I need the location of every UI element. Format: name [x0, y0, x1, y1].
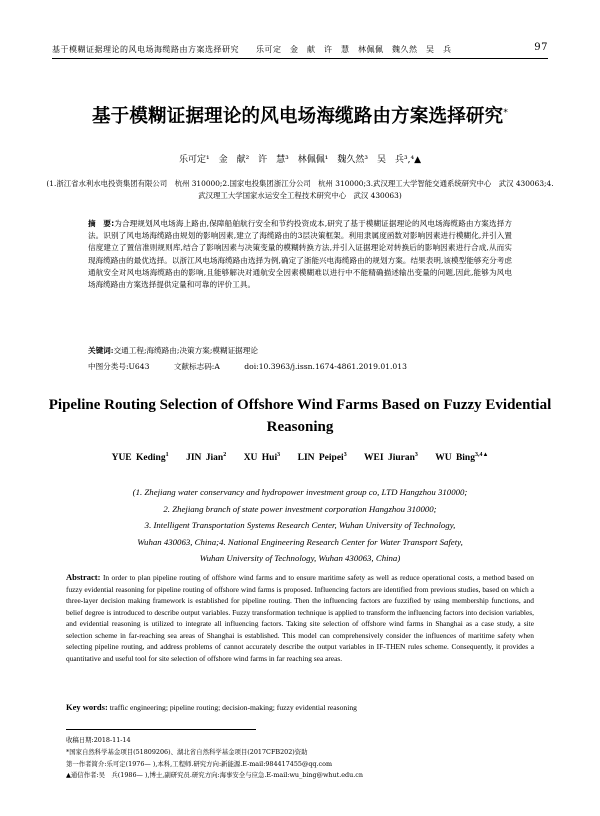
affiliation-line: Wuhan University of Technology, Wuhan 430063, China) [199, 553, 401, 563]
chinese-title-text: 基于模糊证据理论的风电场海缆路由方案选择研究 [91, 106, 504, 127]
footnote: ▲通信作者:吴 兵(1986— ),博士,副研究员.研究方向:海事安全与应急.E-mail:wu_bing@whut.edu.cn [66, 771, 363, 780]
author: YUE Keding$^1$ [111, 452, 169, 464]
english-affiliations [60, 484, 540, 567]
author: JIN Jian$^2$ [186, 452, 227, 464]
chinese-keywords [88, 345, 512, 356]
author: XU Hui$^3$ [243, 452, 281, 464]
author: LIN Peipei$^3$ [297, 452, 347, 464]
doi: doi:10.3963/j.issn.1674-4861.2019.01.013 [244, 362, 407, 371]
english-keywords-label: Key words: [66, 702, 108, 712]
english-keywords-text: traffic engineering; pipeline routing; decision-making; fuzzy evidential reasoning [109, 703, 357, 712]
clc-number: 中图分类号:U643 [88, 362, 150, 371]
english-authors [0, 452, 600, 463]
chinese-abstract [88, 218, 512, 291]
author: WU Bing$^{3,4▲}$ [435, 452, 489, 464]
document-code: 文献标志码:A [173, 362, 220, 371]
footnote: *国家自然科学基金项目(51809206)、湖北省自然科学基金项目(2017CFB202)资助 [66, 747, 308, 756]
english-abstract [66, 572, 534, 664]
affiliation-line: (1. Zhejiang water conservancy and hydropower investment group co, LTD Hangzhou 310000; [132, 487, 468, 497]
chinese-authors: 乐可定¹ 金 献² 许 慧³ 林佩佩¹ 魏久然³ 吴 兵³,⁴▲ [178, 155, 422, 165]
footnotes [66, 735, 534, 782]
chinese-affiliations: (1.浙江省水利水电投资集团有限公司 杭州 310000;2.国家电投集团浙江分公司 杭州 310000;3.武汉理工大学智能交通系统研究中心 武汉 430063;4.武汉理工大学国家水运安全工程技术研究中心 武汉 430063) [46, 179, 554, 200]
footnote: 第一作者简介:乐可定(1976— ),本科,工程师.研究方向:新能源.E-mail:984417455@qq.com [66, 759, 333, 768]
classification-line [88, 361, 512, 372]
english-abstract-text: In order to plan pipeline routing of offshore wind farms and to ensure maritime safety as well as reduce operational costs, a method based on fuzzy evidential reasoning for pipeline routing of offshore wind farms is proposed. Influencing factors are identified from previous studies, based on which a three-layer decision making framework is established for pipeline routing. Then the influencing factors are fuzzified by using membership functions, and belief degree is introduced to describe output variables. Fuzzy transformation technique is applied to transform the influencing factors into decision variables, and evidential reasoning is utilized to integrate all influencing factors. Taking site selection of offshore wind farms in Shanghai as a case study, a site selection scheme in far-reaching sea areas of Shanghai is established. This model can comprehensively consider the influences of maritime safety when selecting pipeline routing, and address problems of cannot accurately describe the output variables in IF-THEN rules scheme. Consequently, it provides a quantitative and useful tool for site selection of offshore wind farms in far reaching sea areas. [66, 573, 534, 663]
footnote: 收稿日期:2018-11-14 [66, 736, 131, 744]
title-footnote-mark: * [503, 107, 509, 118]
chinese-abstract-text: 为合理规划风电场海上路由,保障船舶航行安全和节约投资成本,研究了基于模糊证据理论的风电场海缆路由方案选择方法。识别了风电场海缆路由规划的影响因素,建立了海缆路由的3层决策框架。利用隶属度函数对影响因素进行模糊化,并引入置信度建立了置信准则规则库,结合了影响因素与决策变量的模糊转换方法,并引入证据理论对转换后的影响因素进行合成,从而实现海缆路由的最优选择。以浙江风电场海缆路由选择为例,确定了浙能兴电海缆路由的规划方案。结果表明,该模型能够充分考虑通航安全对风电场海缆路由的影响,且能够解决对通航安全因素模糊难以进行中不能精确描述输出变量的问题,因此,能够为风电场海缆路由方案选择提供定量和可靠的评价工具。 [88, 219, 512, 290]
chinese-keywords-label: 关键词: [88, 346, 114, 355]
english-keywords [66, 702, 534, 712]
chinese-keywords-text: 交通工程;海缆路由;决策方案;模糊证据理论 [113, 346, 258, 355]
author: WEI Jiuran$^3$ [364, 452, 418, 464]
running-header [52, 42, 548, 59]
footnote-rule [66, 729, 256, 730]
running-header-text: 基于模糊证据理论的风电场海缆路由方案选择研究 乐可定 金 献 许 慧 林佩佩 魏久然 吴 兵 [52, 45, 452, 54]
english-abstract-label: Abstract: [66, 572, 101, 582]
chinese-abstract-label: 摘 要: [88, 219, 115, 228]
page-number: 97 [534, 42, 548, 53]
chinese-title [0, 102, 600, 128]
affiliation-line: 3. Intelligent Transportation Systems Research Center, Wuhan University of Technology, [144, 520, 456, 530]
english-title: Pipeline Routing Selection of Offshore Wind Farms Based on Fuzzy Evidential Reasoning [48, 397, 552, 435]
affiliation-line: 2. Zhejiang branch of state power investment corporation Hangzhou 310000; [163, 503, 437, 514]
affiliation-line: Wuhan 430063, China;4. National Engineering Research Center for Water Transport Safety, [137, 536, 463, 547]
